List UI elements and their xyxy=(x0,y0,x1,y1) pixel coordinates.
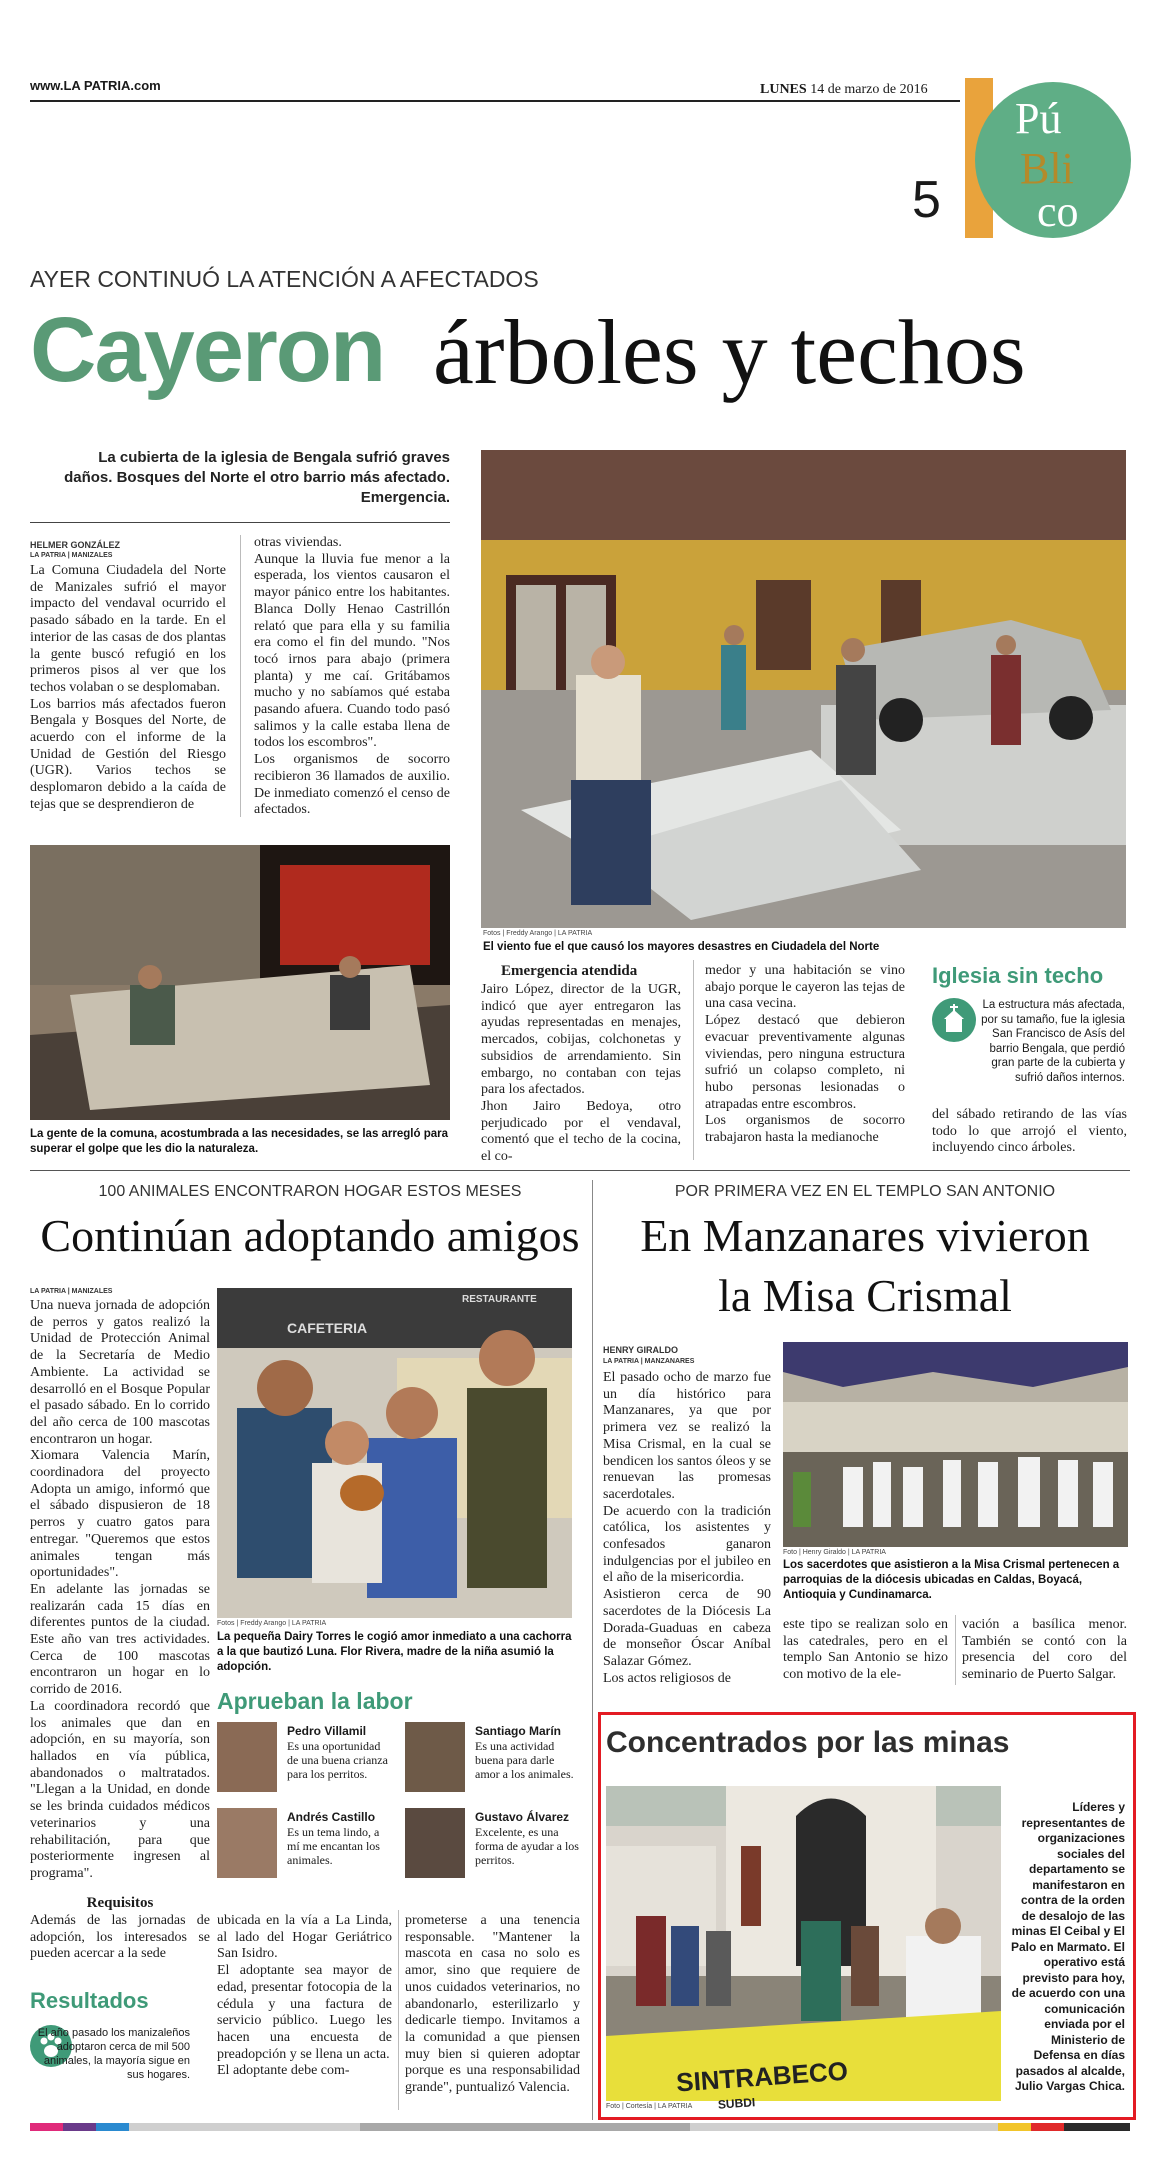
person-quote: Es un tema lindo, a mí me encantan los animales. xyxy=(287,1825,380,1867)
header-rule xyxy=(30,100,960,102)
misa-photo-credit: Foto | Henry Giraldo | LA PATRIA xyxy=(783,1549,886,1556)
sidebar-title: Iglesia sin techo xyxy=(932,963,1104,988)
misa-headline-2: la Misa Crismal xyxy=(718,1270,1012,1321)
minas-banner: SINTRABECO xyxy=(675,2055,849,2098)
adoption-col1: Una nueva jornada de adopción de perros y gatos realizó la Unidad de Protección Animal de la Secretaría de Medio Ambiente. La actividad se desarrolló en el Bosque Popular el pasado sábado. En lo corrido del año cerca de 100 mascotas encontraron un hogar. Xiomara Valencia Marín, coordinadora del proyecto Adopta un amigo, informó que el sábado dispusieron de 18 perros y cuatro gatos para entregar. "Queremos que estos animales tengan más oportunidades". En adelante las jornadas se realizarán cada 15 días en diferentes puntos de la ciudad. Este año van tres actividades. Cerca de 100 mascotas encontraron un hogar en lo corrido de 2016. La coordinadora recordó que los animales que dan en adopción, en su mayoría, son hallados en vía pública, abandonados o maltratados. "Llegan a la Unidad, en donde se les brinda cuidados médicos veterinarios y una rehabilitación, para que posteriormente ingresen al programa". xyxy=(30,1298,210,1881)
person-name: Gustavo Álvarez xyxy=(475,1810,570,1824)
avatar xyxy=(217,1722,277,1792)
section-logo xyxy=(965,78,1125,238)
adoption-col3: prometerse a una tenencia responsable. "Mantener la mascota en casa no solo es amor, sino que requiere de unos cuidados veterinarios, no abandonarlo, esterilizarlo y dedicarle tiempo. Invitamos a la comunidad a que piensen muy bien si quieren adoptar porque es una responsabilidad grande", puntualizó Valencia. xyxy=(405,1913,580,2096)
photo-sign: CAFETERIA xyxy=(287,1320,368,1336)
person-name: Santiago Marín xyxy=(475,1724,562,1738)
secondary-photo xyxy=(30,845,450,1120)
misa-col3: vación a basílica menor. También se contó con la presencia del coro del seminario de Puerto Salgar. xyxy=(962,1617,1127,1683)
person-name: Andrés Castillo xyxy=(287,1810,376,1824)
resultados-title: Resultados xyxy=(30,1988,149,2013)
issue-date-text: 14 de marzo de 2016 xyxy=(810,82,928,97)
misa-photo-caption: Los sacerdotes que asistieron a la Misa Crismal pertenecen a parroquias de la diócesis ubicadas en Caldas, Boyacá, Antioquia y Cundinamarca. xyxy=(783,1559,1120,1601)
minas-banner-2: SUBDI xyxy=(717,2095,756,2112)
minas-photo-credit: Foto | Cortesía | LA PATRIA xyxy=(606,2103,693,2110)
adoption-photo-credit: Fotos | Freddy Arango | LA PATRIA xyxy=(217,1620,327,1627)
byline-paper: LA PATRIA | MANIZALES xyxy=(30,552,113,559)
requisitos-text: Además de las jornadas de adopción, los interesados se pueden acercar a la sede xyxy=(30,1913,210,1962)
main-subhead: Emergencia atendida xyxy=(501,963,638,979)
misa-col1: El pasado ocho de marzo fue un día histórico para Manzanares, ya que por primera vez se realizó la Misa Crismal, en la cual se bendicen los santos óleos y se renuevan las promesas sacerdotales. De acuerdo con la tradición católica, los asistentes y confesados ganaron indulgencias por el jubileo en el año de la misericordia. Asistieron cerca de 90 sacerdotes de la Diócesis La Dorada-Guaduas en cabeza de monseñor Óscar Aníbal Salazar Gómez. Los actos religiosos de xyxy=(603,1370,771,1686)
main-kicker: AYER CONTINUÓ LA ATENCIÓN A AFECTADOS xyxy=(30,266,539,292)
main-col4: medor y una habitación se vino abajo porque le cayeron las tejas de una casa vecina. López destacó que debieron evacuar preventivamente algunas viviendas, pero ninguna estructura sufrió un colapso completo, ni hubo personas lesionadas o atrapadas entre escombros. Los organismos de socorro trabajaron hasta la medianoche xyxy=(705,963,905,1146)
avatar xyxy=(405,1808,465,1878)
col-rule xyxy=(398,1910,399,2110)
adoption-headline: Continúan adoptando amigos xyxy=(40,1210,580,1261)
person-quote: Excelente, es una forma de ayudar a los perritos. xyxy=(475,1825,579,1867)
misa-col2: este tipo se realizan solo en las catedrales, pero en el templo San Antonio se hizo con motivo de la ele- xyxy=(783,1617,948,1683)
adoption-byline: LA PATRIA | MANIZALES xyxy=(30,1288,113,1295)
minas-headline: Concentrados por las minas xyxy=(606,1726,1010,1759)
sidebar-text: La estructura más afectada, por su tamaño, fue la iglesia San Francisco de Asís del barrio Bengala, que perdió gran parte de la cubierta y sufrió daños internos. xyxy=(981,999,1125,1084)
issue-date xyxy=(760,82,928,98)
misa-photo xyxy=(783,1342,1128,1547)
poll-title: Aprueban la labor xyxy=(217,1688,413,1714)
main-photo-credit: Fotos | Freddy Arango | LA PATRIA xyxy=(483,930,593,937)
main-col3: Jairo López, director de la UGR, indicó que ayer entregaron las ayudas representadas en menajes, mercados, cobijas, colchonetas y subsidios de arrendamiento. Sin embargo, no contaban con tejas para los afectados. Jhon Jairo Bedoya, otro perjudicado por el vendaval, comentó que el techo de la cocina, el co- xyxy=(481,982,681,1165)
main-col5: del sábado retirando de las vías todo lo que arrojó el viento, incluyendo cinco árboles. xyxy=(932,1107,1127,1156)
photo-sign-2: RESTAURANTE xyxy=(462,1294,537,1305)
col-rule xyxy=(693,960,694,1160)
person-quote: Es una actividad buena para darle amor a los animales. xyxy=(475,1739,574,1781)
site-url[interactable]: www.LA PATRIA.com xyxy=(30,78,161,93)
headline-green: Cayeron xyxy=(30,299,385,401)
section-logo-line2: Bli xyxy=(1020,144,1074,193)
minas-text: Líderes y representantes de organizaciones sociales del departamento se manifestaron en contra de la orden de desalojo de las minas El Ceibal y El Palo en Marmato. El operativo está previsto para hoy, de acuerdo con una comunicación enviada por el Ministerio de Defensa en días pasados al alcalde, Julio Vargas Chica. xyxy=(1010,1800,1125,2093)
section-logo-line3: co xyxy=(1037,187,1079,236)
misa-byline-name: HENRY GIRALDO xyxy=(603,1345,679,1355)
person-quote: Es una oportunidad de una buena crianza para los perritos. xyxy=(287,1739,388,1781)
adoption-photo-caption: La pequeña Dairy Torres le cogió amor inmediato a una cachorra a la que bautizó Luna. Flor Rivera, madre de la niña asumió la adopción. xyxy=(217,1631,572,1673)
main-deck: La cubierta de la iglesia de Bengala sufrió graves daños. Bosques del Norte el otro barrio más afectado. Emergencia. xyxy=(64,449,450,506)
resultados-text: El año pasado los manizaleños adoptaron cerca de mil 500 animales, la mayoría sigue en sus hogares. xyxy=(37,2027,190,2081)
avatar xyxy=(217,1808,277,1878)
main-photo-caption: El viento fue el que causó los mayores desastres en Ciudadela del Norte xyxy=(483,941,880,953)
secondary-photo-caption: La gente de la comuna, acostumbrada a las necesidades, se las arregló para superar el golpe que les dio la naturaleza. xyxy=(30,1128,449,1155)
main-headline: árboles y techos xyxy=(433,301,1026,403)
misa-byline-paper: LA PATRIA | MANZANARES xyxy=(603,1358,695,1365)
main-col1: La Comuna Ciudadela del Norte de Manizales sufrió el mayor impacto del vendaval ocurrido el pasado sábado en la tarde. En el interior de las casas de dos plantas la gente buscó refugió en los primeros pisos al ver que los techos volaban o se desplomaban. Los barrios más afectados fueron Bengala y Bosques del Norte, de acuerdo con el informe de la Unidad de Gestión del Riesgo (UGR). Varios techos se desplomaron debido a la caída de tejas que se desprendieron de xyxy=(30,563,226,812)
issue-day: LUNES xyxy=(760,82,807,97)
deck-rule xyxy=(30,522,450,523)
main-col2: otras viviendas. Aunque la lluvia fue menor a la esperada, los vientos causaron el mayor pánico entre los habitantes. Blanca Dolly Henao Castrillón relató que para ella y su familia era como el fin del mundo. "Nos tocó irnos para abajo (primera planta) y me caí. Gritábamos mucho y no sabíamos qué estaba pasando afuera. Cuando todo pasó salimos y la calle estaba llena de todos los escombros". Los organismos de socorro recibieron 36 llamados de auxilio. De inmediato comenzó el censo de afectados. xyxy=(254,535,450,818)
color-strip xyxy=(30,2123,1130,2131)
byline-name: HELMER GONZÁLEZ xyxy=(30,540,120,550)
avatar xyxy=(405,1722,465,1792)
column-divider xyxy=(592,1180,593,2120)
adoption-photo xyxy=(217,1288,572,1618)
section-divider xyxy=(30,1170,1130,1171)
main-photo xyxy=(481,450,1126,928)
misa-headline-1: En Manzanares vivieron xyxy=(640,1210,1090,1261)
requisitos-title: Requisitos xyxy=(86,1895,154,1911)
adoption-kicker: 100 ANIMALES ENCONTRARON HOGAR ESTOS MESES xyxy=(98,1183,522,1200)
adoption-col2: ubicada en la vía a La Linda, al lado del Hogar Geriátrico San Isidro. El adoptante sea mayor de edad, presentar fotocopia de la cédula y una factura de servicio público. Luego les hacen una encuesta de preadopción y se llena un acta. El adoptante debe com- xyxy=(217,1913,392,2079)
misa-kicker: POR PRIMERA VEZ EN EL TEMPLO SAN ANTONIO xyxy=(674,1183,1056,1200)
col-rule xyxy=(240,535,241,817)
page-number: 5 xyxy=(912,171,941,229)
person-name: Pedro Villamil xyxy=(287,1724,367,1738)
col-rule xyxy=(955,1615,956,1685)
section-logo-line1: Pú xyxy=(1015,94,1062,143)
